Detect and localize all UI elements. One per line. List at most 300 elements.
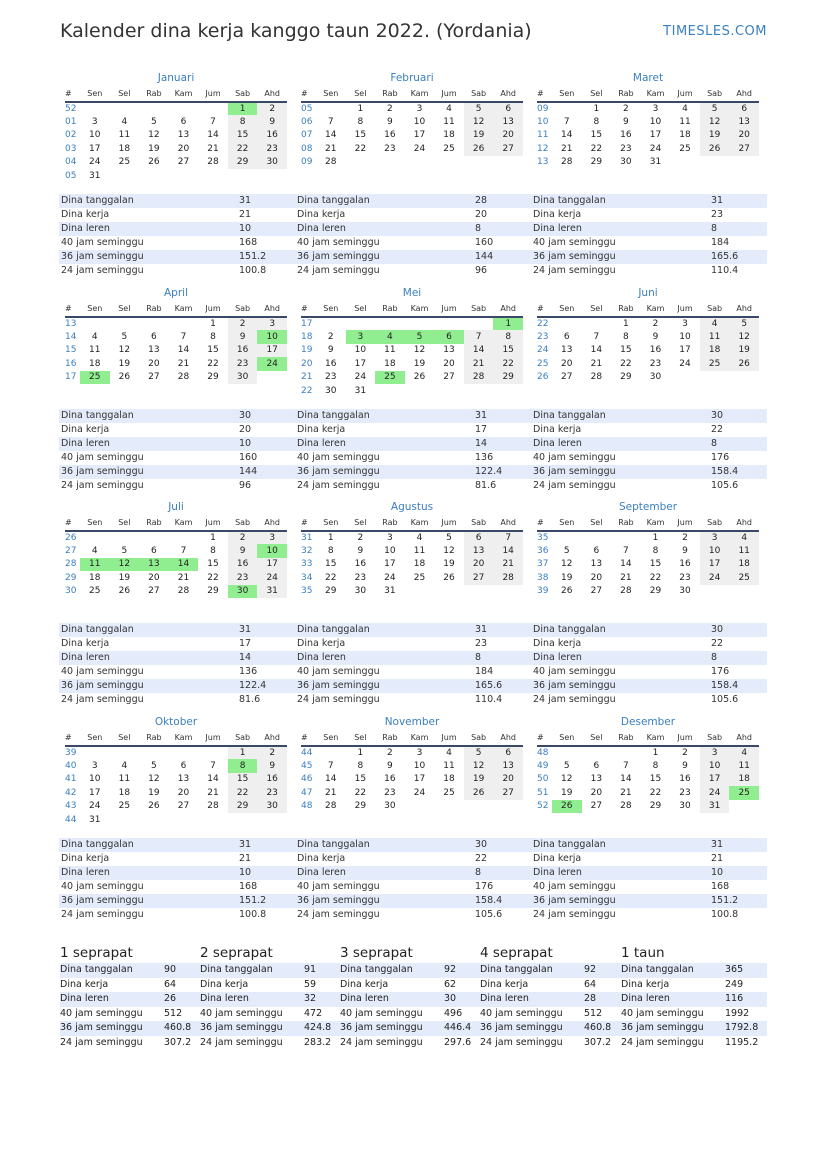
day-cell: 27: [177, 801, 190, 812]
empty-cell: [464, 317, 494, 330]
week-row: [65, 102, 287, 115]
summary-value: 92: [444, 964, 457, 975]
stats-row: [59, 908, 295, 922]
stats-row: [531, 880, 767, 894]
summary-value: 297.6: [444, 1036, 472, 1048]
stats-label: 36 jam seminggu: [297, 466, 380, 477]
week-number-header: #: [537, 730, 552, 746]
week-row: [537, 544, 759, 557]
day-cell: 31: [89, 814, 101, 825]
weekday-header: Jum: [434, 301, 464, 317]
day-cell: 16: [620, 130, 632, 141]
weekday-header: Rab: [611, 730, 641, 746]
day-cell: 24: [700, 786, 730, 799]
day-cell: 15: [649, 774, 662, 785]
week-row: [537, 317, 759, 330]
day-cell: 19: [148, 143, 160, 154]
day-cell: 8: [228, 115, 258, 128]
summary-label: Dina kerja: [480, 978, 529, 990]
weekday-header: Jum: [670, 515, 700, 531]
day-cell: 29: [228, 156, 258, 169]
day-cell: 21: [207, 143, 219, 154]
weekday-header: Rab: [139, 301, 169, 317]
day-cell: 24: [413, 143, 426, 154]
holiday-day-cell: 14: [169, 558, 199, 571]
day-cell: 1: [210, 319, 216, 330]
day-cell: 23: [257, 142, 287, 155]
empty-cell: [464, 156, 494, 169]
summary-row: [621, 1021, 767, 1036]
day-cell: 28: [325, 157, 337, 168]
weekday-header: Sen: [80, 86, 110, 102]
stats-value: 21: [239, 853, 252, 864]
stats-label: 40 jam seminggu: [297, 666, 380, 677]
day-cell: 3: [91, 761, 98, 772]
week-row: [65, 344, 287, 357]
day-cell: 30: [679, 586, 691, 597]
stats-row: [295, 409, 531, 423]
stats-label: 24 jam seminggu: [533, 909, 616, 920]
day-cell: 14: [620, 559, 632, 570]
month-name: September: [618, 501, 678, 513]
day-cell: 22: [590, 143, 603, 154]
day-cell: 20: [148, 572, 160, 583]
day-cell: 24: [700, 571, 730, 584]
summary-value: 512: [584, 1007, 603, 1019]
stats-row: [531, 423, 767, 437]
weekday-header: Jum: [670, 301, 700, 317]
empty-cell: [552, 102, 582, 115]
summary-row: [480, 1007, 626, 1022]
empty-cell: [700, 156, 730, 169]
week-number: 28: [65, 559, 77, 570]
stats-row: [295, 894, 531, 908]
day-cell: 13: [493, 759, 523, 772]
month-calendar: [65, 500, 287, 598]
day-cell: 26: [464, 142, 494, 155]
stats-value: 17: [239, 638, 252, 649]
day-cell: 9: [357, 546, 364, 557]
day-cell: 2: [682, 533, 688, 544]
day-cell: 23: [649, 358, 662, 369]
week-number: 34: [301, 572, 313, 583]
empty-cell: [405, 585, 435, 598]
summary-row: [60, 1021, 206, 1036]
day-cell: 20: [493, 129, 523, 142]
week-row: [301, 115, 523, 128]
week-number: 25: [537, 358, 549, 369]
day-cell: 19: [413, 358, 426, 369]
day-cell: 18: [89, 358, 101, 369]
day-cell: 30: [354, 586, 367, 597]
empty-cell: [198, 102, 228, 115]
day-cell: 24: [89, 801, 101, 812]
week-row: [301, 759, 523, 772]
day-cell: 8: [652, 761, 659, 772]
stats-label: Dina leren: [297, 438, 346, 449]
stats-value: 10: [239, 223, 252, 234]
holiday-day-cell: 1: [493, 317, 523, 330]
day-cell: 4: [729, 746, 759, 759]
stats-value: 105.6: [711, 694, 739, 705]
empty-cell: [729, 371, 759, 384]
day-cell: 23: [384, 143, 396, 154]
day-cell: 21: [620, 572, 632, 583]
week-number: 26: [65, 533, 77, 544]
day-cell: 10: [354, 345, 367, 356]
summary-row: [340, 1007, 486, 1022]
stats-value: 8: [711, 652, 718, 663]
month-calendar: [537, 500, 759, 598]
day-cell: 4: [729, 531, 759, 544]
weekday-header: Jum: [434, 730, 464, 746]
holiday-day-cell: 25: [375, 371, 405, 384]
day-cell: 30: [325, 385, 337, 396]
day-cell: 30: [384, 801, 396, 812]
stats-label: 24 jam seminggu: [297, 909, 380, 920]
month-calendar: [537, 71, 759, 169]
period-summary: [60, 943, 206, 1050]
day-cell: 11: [89, 345, 101, 356]
stats-row: [295, 866, 531, 880]
stats-label: Dina kerja: [297, 853, 346, 864]
day-cell: 5: [464, 102, 494, 115]
week-number: 09: [537, 104, 549, 115]
day-cell: 30: [679, 801, 691, 812]
day-cell: 10: [413, 117, 426, 128]
stats-row: [295, 679, 531, 693]
week-number-header: #: [65, 86, 80, 102]
summary-row: [200, 992, 346, 1007]
week-number: 35: [537, 533, 549, 544]
summary-label: Dina kerja: [621, 978, 670, 990]
summary-row: [621, 978, 767, 993]
summary-row: [480, 1036, 626, 1051]
summary-value: 1992: [725, 1007, 750, 1019]
stats-value: 122.4: [475, 466, 503, 477]
weekday-header: Jum: [198, 86, 228, 102]
weekday-header: Ahd: [729, 301, 759, 317]
summary-label: Dina tanggalan: [200, 964, 273, 975]
stats-row: [59, 222, 295, 236]
day-cell: 7: [327, 117, 334, 128]
brand-logo-text[interactable]: TIMESLES.COM: [663, 24, 767, 39]
week-number: 16: [65, 358, 77, 369]
week-number: 17: [301, 319, 313, 330]
week-number-header: #: [301, 86, 316, 102]
day-cell: 12: [464, 115, 494, 128]
week-number: 48: [301, 801, 313, 812]
day-cell: 5: [729, 317, 759, 330]
empty-cell: [375, 156, 405, 169]
week-row: [537, 800, 759, 813]
day-cell: 8: [327, 546, 334, 557]
day-cell: 18: [443, 130, 455, 141]
empty-cell: [139, 317, 169, 330]
day-cell: 12: [464, 759, 494, 772]
stats-label: 36 jam seminggu: [61, 895, 144, 906]
day-cell: 5: [446, 533, 452, 544]
day-cell: 14: [561, 130, 573, 141]
day-cell: 12: [561, 774, 573, 785]
day-cell: 21: [325, 143, 337, 154]
month-table: [65, 515, 287, 598]
weekday-header: Sel: [346, 730, 376, 746]
day-cell: 12: [148, 130, 160, 141]
empty-cell: [434, 317, 464, 330]
day-cell: 9: [682, 546, 688, 557]
summary-label: 24 jam seminggu: [60, 1036, 143, 1048]
week-row: [301, 102, 523, 115]
day-cell: 20: [177, 787, 190, 798]
day-cell: 23: [228, 357, 258, 370]
stats-label: 40 jam seminggu: [297, 237, 380, 248]
week-row: [301, 330, 523, 343]
day-cell: 18: [729, 773, 759, 786]
week-row: [65, 800, 287, 813]
empty-cell: [493, 585, 523, 598]
stats-row: [531, 908, 767, 922]
week-number: 52: [537, 801, 549, 812]
stats-row: [531, 264, 767, 278]
period-title: 3 seprapat: [340, 945, 413, 961]
empty-cell: [375, 317, 405, 330]
month-calendar: [537, 715, 759, 813]
day-cell: 9: [327, 345, 334, 356]
day-cell: 3: [416, 748, 423, 759]
stats-value: 165.6: [711, 251, 739, 262]
weekday-header: Sel: [346, 301, 376, 317]
empty-cell: [464, 585, 494, 598]
empty-cell: [405, 800, 435, 813]
day-cell: 18: [118, 787, 131, 798]
month-table: [301, 301, 523, 397]
day-cell: 22: [207, 358, 219, 369]
empty-cell: [493, 156, 523, 169]
summary-value: 91: [304, 964, 317, 975]
empty-cell: [552, 531, 582, 544]
stats-value: 158.4: [711, 466, 739, 477]
day-cell: 21: [620, 787, 632, 798]
day-cell: 11: [443, 117, 455, 128]
week-number: 41: [65, 774, 77, 785]
weekday-header: Rab: [139, 515, 169, 531]
week-row: [65, 773, 287, 786]
empty-cell: [169, 317, 199, 330]
summary-label: Dina tanggalan: [480, 964, 553, 975]
day-cell: 3: [257, 531, 287, 544]
week-number-header: #: [537, 86, 552, 102]
day-cell: 28: [590, 372, 603, 383]
period-title: 1 seprapat: [60, 945, 133, 961]
stats-row: [295, 838, 531, 852]
week-number: 13: [537, 157, 549, 168]
week-number: 29: [65, 572, 77, 583]
stats-value: 158.4: [475, 895, 503, 906]
stats-row: [295, 451, 531, 465]
weekday-header: Sen: [552, 730, 582, 746]
summary-value: 64: [584, 978, 597, 990]
day-cell: 28: [207, 157, 219, 168]
stats-value: 100.8: [239, 909, 267, 920]
day-cell: 4: [121, 761, 128, 772]
summary-row: [340, 992, 486, 1007]
day-cell: 24: [257, 571, 287, 584]
week-row: [65, 169, 287, 182]
week-row: [537, 115, 759, 128]
stats-row: [59, 693, 295, 707]
week-number: 39: [537, 586, 549, 597]
day-cell: 15: [207, 345, 219, 356]
stats-row: [531, 250, 767, 264]
stats-row: [295, 236, 531, 250]
day-cell: 27: [590, 801, 603, 812]
stats-row: [295, 908, 531, 922]
day-cell: 6: [464, 531, 494, 544]
stats-row: [295, 222, 531, 236]
period-title: 1 taun: [621, 945, 665, 961]
stats-value: 30: [239, 410, 252, 421]
week-row: [537, 371, 759, 384]
empty-cell: [464, 384, 494, 397]
summary-row: [200, 1036, 346, 1051]
summary-row: [480, 963, 626, 978]
day-cell: 23: [384, 787, 396, 798]
summary-label: 40 jam seminggu: [200, 1007, 283, 1019]
stats-label: 40 jam seminggu: [61, 237, 144, 248]
stats-row: [531, 409, 767, 423]
day-cell: 2: [387, 748, 393, 759]
empty-cell: [80, 102, 110, 115]
day-cell: 5: [151, 117, 157, 128]
day-cell: 19: [561, 572, 573, 583]
stats-value: 158.4: [711, 680, 739, 691]
day-cell: 2: [357, 533, 364, 544]
empty-cell: [582, 746, 612, 759]
empty-cell: [139, 531, 169, 544]
stats-value: 30: [475, 839, 488, 850]
week-row: [301, 156, 523, 169]
stats-label: 40 jam seminggu: [533, 666, 616, 677]
stats-row: [295, 250, 531, 264]
summary-value: 283.2: [304, 1036, 332, 1048]
week-number: 43: [65, 801, 77, 812]
summary-value: 1195.2: [725, 1036, 759, 1048]
day-cell: 30: [257, 800, 287, 813]
summary-label: Dina leren: [480, 993, 529, 1004]
summary-label: Dina kerja: [200, 978, 249, 990]
month-calendar: [65, 71, 287, 182]
summary-row: [340, 963, 486, 978]
summary-label: Dina leren: [200, 993, 249, 1004]
day-cell: 11: [729, 544, 759, 557]
stats-value: 110.4: [711, 265, 739, 276]
day-cell: 20: [590, 787, 603, 798]
stats-label: Dina kerja: [297, 638, 346, 649]
day-cell: 14: [325, 130, 337, 141]
day-cell: 16: [354, 559, 367, 570]
day-cell: 1: [652, 533, 659, 544]
day-cell: 31: [354, 385, 367, 396]
week-number: 08: [301, 143, 313, 154]
day-cell: 1: [357, 748, 364, 759]
day-cell: 8: [493, 330, 523, 343]
stats-row: [295, 479, 531, 493]
summary-label: Dina kerja: [340, 978, 389, 990]
stats-row: [295, 623, 531, 637]
day-cell: 6: [151, 546, 157, 557]
day-cell: 23: [679, 787, 691, 798]
month-stats: [531, 409, 767, 493]
day-cell: 25: [700, 357, 730, 370]
stats-value: 81.6: [475, 480, 497, 491]
summary-value: 249: [725, 978, 744, 990]
empty-cell: [110, 169, 140, 182]
day-cell: 16: [257, 129, 287, 142]
stats-label: Dina leren: [297, 652, 346, 663]
day-cell: 10: [89, 130, 101, 141]
day-cell: 12: [561, 559, 573, 570]
week-row: [537, 531, 759, 544]
stats-label: Dina tanggalan: [533, 624, 606, 635]
day-cell: 21: [177, 572, 190, 583]
weekday-header: Sab: [700, 86, 730, 102]
stats-label: Dina kerja: [533, 638, 582, 649]
week-number: 33: [301, 559, 313, 570]
week-number: 37: [537, 559, 549, 570]
stats-row: [531, 194, 767, 208]
day-cell: 8: [593, 117, 600, 128]
stats-value: 28: [475, 195, 488, 206]
summary-value: 64: [164, 978, 177, 990]
day-cell: 13: [177, 130, 190, 141]
empty-cell: [700, 371, 730, 384]
day-cell: 26: [464, 786, 494, 799]
day-cell: 3: [682, 319, 688, 330]
stats-row: [531, 838, 767, 852]
day-cell: 2: [623, 104, 629, 115]
summary-label: 24 jam seminggu: [480, 1036, 563, 1048]
stats-value: 176: [475, 881, 494, 892]
holiday-day-cell: 4: [375, 330, 405, 343]
empty-cell: [434, 156, 464, 169]
day-cell: 20: [590, 572, 603, 583]
week-number: 12: [537, 143, 549, 154]
day-cell: 28: [177, 586, 190, 597]
week-number-header: #: [301, 301, 316, 317]
week-row: [65, 786, 287, 799]
week-row: [65, 571, 287, 584]
day-cell: 26: [148, 157, 160, 168]
day-cell: 17: [257, 558, 287, 571]
day-cell: 13: [590, 774, 603, 785]
day-cell: 23: [325, 372, 337, 383]
empty-cell: [552, 746, 582, 759]
week-number: 13: [65, 319, 77, 330]
day-cell: 16: [228, 344, 258, 357]
day-cell: 5: [700, 102, 730, 115]
stats-value: 122.4: [239, 680, 267, 691]
day-cell: 25: [89, 586, 101, 597]
week-row: [65, 330, 287, 343]
summary-value: 512: [164, 1007, 183, 1019]
stats-label: Dina leren: [533, 867, 582, 878]
empty-cell: [139, 746, 169, 759]
month-name: Juni: [638, 287, 658, 299]
stats-value: 160: [239, 452, 258, 463]
stats-label: Dina leren: [533, 652, 582, 663]
stats-value: 96: [239, 480, 252, 491]
